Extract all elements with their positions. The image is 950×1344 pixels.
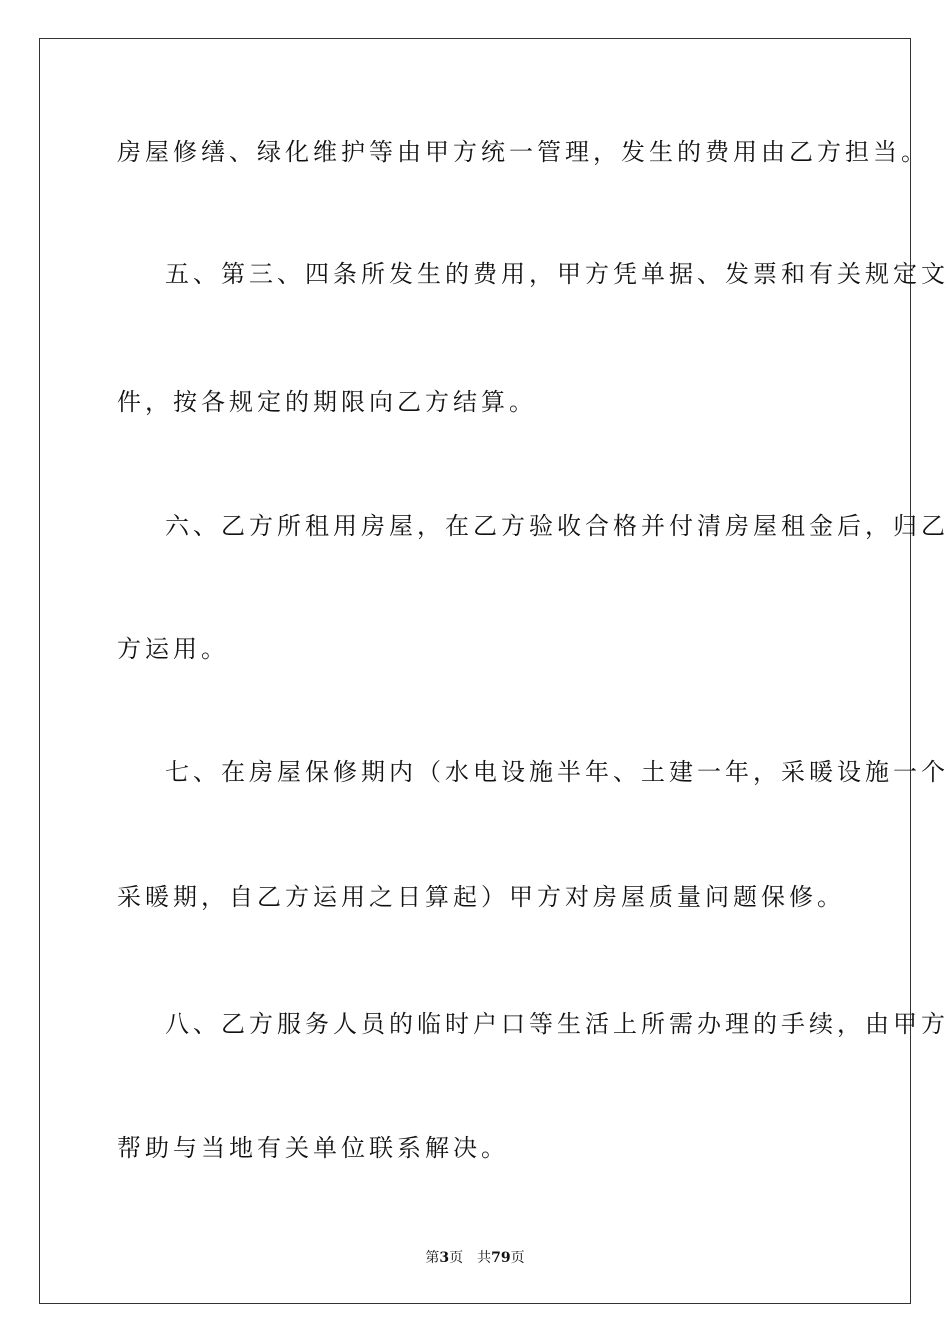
paragraph-line-8: 八、乙方服务人员的临时户口等生活上所需办理的手续，由甲方	[165, 1010, 949, 1038]
paragraph-line-5: 方运用。	[117, 635, 229, 663]
footer-page-prefix: 第	[425, 1250, 440, 1266]
paragraph-line-4: 六、乙方所租用房屋，在乙方验收合格并付清房屋租金后，归乙	[165, 512, 949, 540]
paragraph-line-6: 七、在房屋保修期内（水电设施半年、土建一年，采暖设施一个	[165, 758, 949, 786]
paragraph-line-2: 五、第三、四条所发生的费用，甲方凭单据、发票和有关规定文	[165, 260, 949, 288]
footer-total-pages: 79	[491, 1250, 511, 1266]
footer-total-prefix: 共	[477, 1250, 492, 1266]
paragraph-line-1: 房屋修缮、绿化维护等由甲方统一管理，发生的费用由乙方担当。	[117, 138, 929, 166]
paragraph-line-7: 采暖期，自乙方运用之日算起）甲方对房屋质量问题保修。	[117, 883, 845, 911]
page-footer	[0, 1247, 950, 1267]
paragraph-line-9: 帮助与当地有关单位联系解决。	[117, 1134, 509, 1162]
paragraph-line-3: 件，按各规定的期限向乙方结算。	[117, 388, 537, 416]
footer-page-suffix: 页	[449, 1250, 464, 1266]
page-border	[39, 38, 949, 1304]
footer-page-number: 3	[439, 1250, 450, 1266]
footer-total-suffix: 页	[510, 1250, 525, 1266]
